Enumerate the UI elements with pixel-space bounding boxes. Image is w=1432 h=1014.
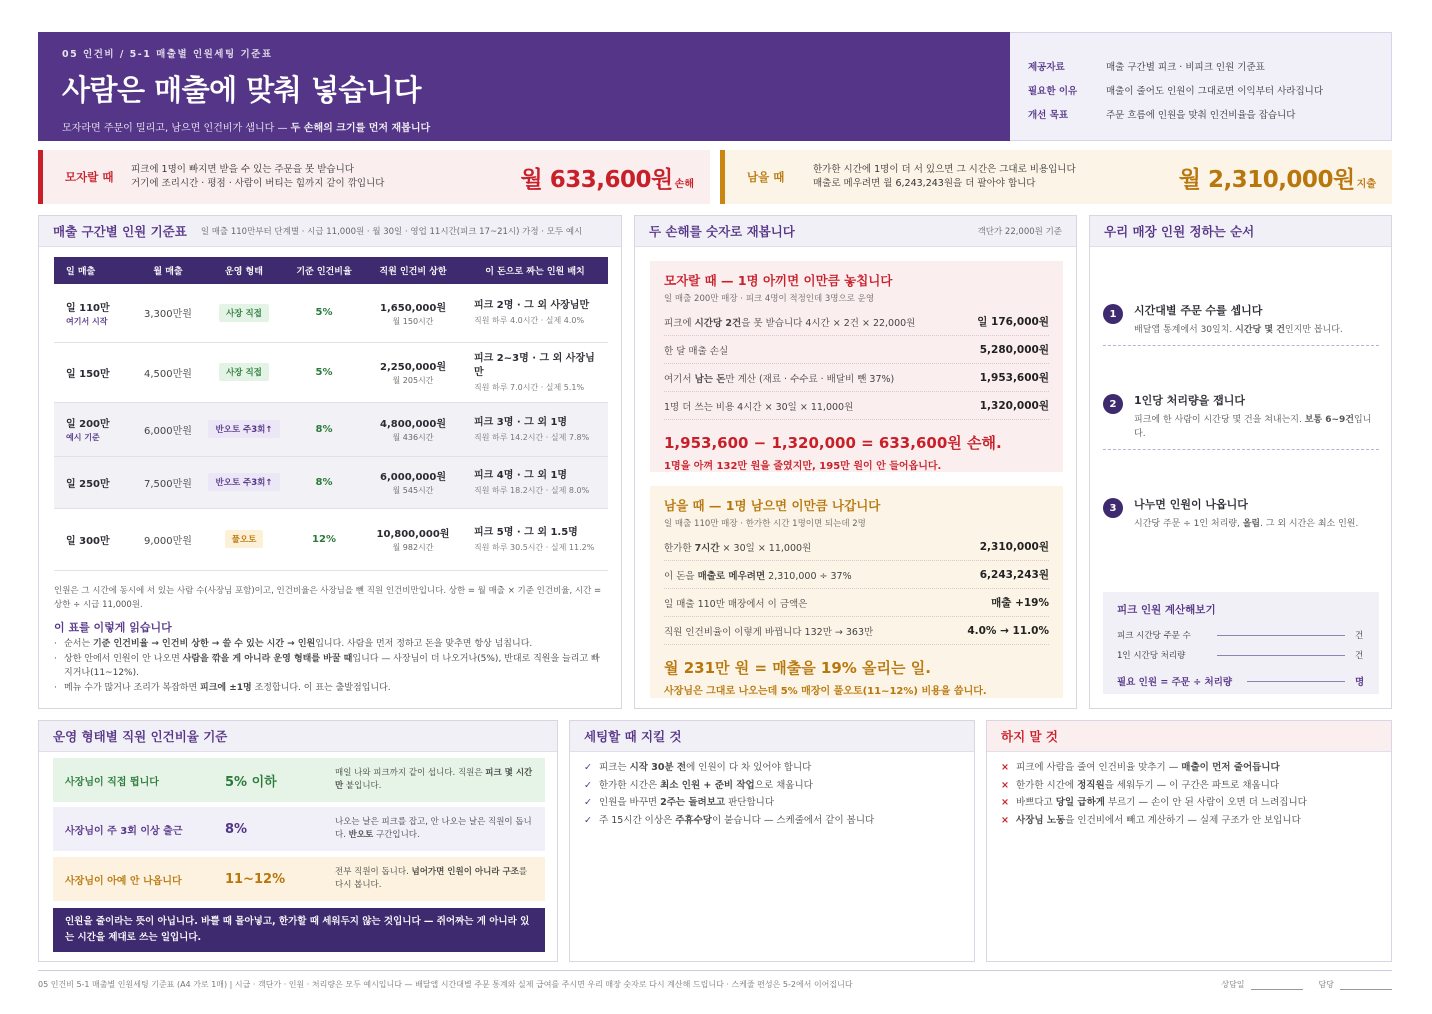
cell-month: 9,000만원 <box>132 508 204 570</box>
calc-row: 1명 더 쓰는 비용 4시간 × 30일 × 11,000원 1,320,000원 <box>664 392 1049 420</box>
cell-placement: 피크 5명 · 그 외 1.5명 직원 하루 30.5시간 · 실제 11.2% <box>462 508 608 570</box>
do-rules-panel <box>569 720 975 962</box>
check-icon: ✓ <box>584 762 592 773</box>
calc-row: 직원 인건비율이 이렇게 바뀝니다 132만 → 363만 4.0% → 11.0% <box>664 617 1049 645</box>
step-title: 1인당 처리량을 잽니다 <box>1134 394 1245 407</box>
page-title: 사람은 매출에 맞춰 넣습니다 <box>62 73 421 107</box>
calc-title: 모자랄 때 — 1명 아끼면 이만큼 놓칩니다 <box>664 273 893 288</box>
panel-title: 운영 형태별 직원 인건비율 기준 <box>53 729 228 744</box>
table-row <box>54 342 608 402</box>
cell-type <box>204 508 284 570</box>
list-item: · 순서는 기준 인건비율 → 인건비 상한 → 쓸 수 있는 시간 → 인원입니다. 사람을 먼저 정하고 돈을 맞추면 항상 넘칩니다. <box>54 637 608 651</box>
list-item: × 바쁘다고 당일 급하게 부르기 — 손이 안 된 사람이 오면 더 느려집니다 <box>1001 794 1307 812</box>
column-header: 기준 인건비율 <box>284 257 364 284</box>
cell-type <box>204 284 284 342</box>
list-item: × 사장님 노동을 인건비에서 빼고 계산하기 — 실제 구조가 안 보입니다 <box>1001 812 1307 830</box>
cell-placement: 피크 4명 · 그 외 1명 직원 하루 18.2시간 · 실제 8.0% <box>462 456 608 508</box>
cell-ratio: 8% <box>284 456 364 508</box>
step-item <box>1103 302 1379 346</box>
cell-month: 6,000만원 <box>132 402 204 456</box>
calculator-row[interactable]: 1인 시간당 처리량 건 <box>1117 651 1364 661</box>
signature-fields[interactable]: 상담일 담당 <box>1205 979 1392 990</box>
steps-panel <box>1089 215 1392 709</box>
overstaff-banner <box>720 150 1392 204</box>
step-desc: 시간당 주문 ÷ 1인 처리량, 올림. 그 외 시간은 최소 인원. <box>1134 519 1359 529</box>
calc-subtitle: 일 매출 200만 매장 · 피크 4명이 적정인데 3명으로 운영 <box>664 294 875 304</box>
cell-type <box>204 402 284 456</box>
write-in-line[interactable] <box>1217 655 1345 656</box>
calc-title: 남을 때 — 1명 남으면 이만큼 나갑니다 <box>664 498 881 513</box>
read-guide-title: 이 표를 이렇게 읽습니다 <box>54 621 172 634</box>
calc-row: 한 달 매출 손실 5,280,000원 <box>664 336 1049 364</box>
info-row: 필요한 이유 매출이 줄어도 인원이 그대로면 이익부터 사라집니다 <box>1028 86 1323 97</box>
footer-text: 05 인건비 5-1 매출별 인원세팅 기준표 (A4 가로 1매) | 시급 · 객단가 · 인원 · 처리량은 모두 예시입니다 — 배달앱 시간대별 주문 통계와 실제 급여를 주시면 우리 매장 숫자로 다시 계산해 드립니다 · 스케줄 편성은 5-2에서 이어집니다 <box>38 980 853 989</box>
step-desc: 배달앱 통계에서 30일치. 시간당 몇 건인지만 봅니다. <box>1134 325 1343 335</box>
overstaff-desc: 한가한 시간에 1명이 더 서 있으면 그 시간은 그대로 비용입니다 매출로 메우려면 월 6,243,243원을 더 팔아야 합니다 <box>813 164 1076 189</box>
list-item: ✓ 인원을 바꾸면 2주는 돌려보고 판단합니다 <box>584 794 874 812</box>
panel-title: 세팅할 때 지킬 것 <box>584 729 682 744</box>
step-number: 3 <box>1103 498 1123 518</box>
shortage-calc-box <box>650 261 1063 472</box>
footer <box>38 970 1392 990</box>
cell-limit: 1,650,000원 월 150시간 <box>364 284 462 342</box>
step-title: 시간대별 주문 수를 셉니다 <box>1134 304 1263 317</box>
type-badge: 반오토 주3회↑ <box>208 420 279 438</box>
cell-limit: 10,800,000원 월 982시간 <box>364 508 462 570</box>
cross-icon: × <box>1001 779 1009 791</box>
cell-limit: 2,250,000원 월 205시간 <box>364 342 462 402</box>
calc-result: 월 231만 원 = 매출을 19% 올리는 일. <box>664 659 931 677</box>
panel-header <box>39 721 557 752</box>
cell-ratio: 5% <box>284 284 364 342</box>
panel-title: 하지 말 것 <box>1001 729 1059 744</box>
cross-icon: × <box>1001 762 1009 773</box>
step-item <box>1103 496 1379 539</box>
column-header: 이 돈으로 짜는 인원 배치 <box>462 257 608 284</box>
cell-sales: 일 150만 <box>54 342 132 402</box>
calculator-total[interactable]: 필요 인원 = 주문 ÷ 처리량 명 <box>1117 677 1365 688</box>
calc-result-sub: 사장님은 그대로 나오는데 5% 매장이 풀오토(11~12%) 비용을 씁니다. <box>664 686 987 697</box>
check-icon: ✓ <box>584 779 592 791</box>
breadcrumb: 05 인건비 / 5-1 매출별 인원세팅 기준표 <box>62 49 273 60</box>
panel-header <box>987 721 1391 752</box>
shortage-tag: 모자랄 때 <box>65 170 114 184</box>
type-badge: 사장 직접 <box>219 363 269 381</box>
list-item: ✓ 한가한 시간은 최소 인원 + 준비 작업으로 채웁니다 <box>584 777 874 795</box>
ops-note: 인원을 줄이라는 뜻이 아닙니다. 바쁠 때 몰아넣고, 한가할 때 세워두지 않는 것입니다 — 쥐어짜는 게 아니라 있는 시간을 제대로 쓰는 일입니다. <box>53 908 545 952</box>
table-row <box>54 402 608 456</box>
panel-title: 두 손해를 숫자로 재봅니다 <box>649 224 795 239</box>
list-item: × 피크에 사람을 줄여 인건비율 맞추기 — 매출이 먼저 줄어듭니다 <box>1001 759 1307 777</box>
panel-note: 객단가 22,000원 기준 <box>977 227 1062 237</box>
write-in-line[interactable] <box>1217 635 1345 636</box>
staffing-table-panel <box>38 215 622 709</box>
step-item <box>1103 392 1379 450</box>
column-header: 직원 인건비 상한 <box>364 257 462 284</box>
ops-row: 사장님이 주 3회 이상 출근 8% 나오는 날은 피크를 잡고, 안 나오는 날은 직원이 돕니다. 반오토 구간입니다. <box>53 807 545 851</box>
list-item: ✓ 주 15시간 이상은 주휴수당이 붙습니다 — 스케줄에서 같이 봅니다 <box>584 812 874 830</box>
step-number: 2 <box>1103 394 1123 414</box>
list-item: · 메뉴 수가 많거나 조리가 복잡하면 피크에 ±1명 조정합니다. 이 표는 출발점입니다. <box>54 681 608 695</box>
cell-type <box>204 342 284 402</box>
calculator-title: 피크 인원 계산해보기 <box>1117 604 1216 616</box>
cell-month: 7,500만원 <box>132 456 204 508</box>
cell-sales: 일 110만 여기서 시작 <box>54 284 132 342</box>
cell-sales: 일 300만 <box>54 508 132 570</box>
cell-ratio: 12% <box>284 508 364 570</box>
table-header-row <box>54 257 608 284</box>
page-subtitle: 모자라면 주문이 밀리고, 남으면 인건비가 샙니다 — 두 손해의 크기를 먼저 재봅니다 <box>62 123 431 134</box>
calc-result: 1,953,600 − 1,320,000 = 633,600원 손해. <box>664 434 1002 452</box>
ops-row: 사장님이 직접 뜁니다 5% 이하 매일 나와 피크까지 같이 섭니다. 직원은 피크 몇 시간만 붙입니다. <box>53 758 545 802</box>
panel-header <box>570 721 974 752</box>
table-row <box>54 456 608 508</box>
calculator-row[interactable]: 피크 시간당 주문 수 건 <box>1117 631 1364 641</box>
staffing-table <box>54 257 608 571</box>
shortage-banner <box>38 150 710 204</box>
cell-type <box>204 456 284 508</box>
calc-result-sub: 1명을 아껴 132만 원을 줄였지만, 195만 원이 안 들어옵니다. <box>664 461 942 472</box>
shortage-amount: 월 633,600원 손해 <box>520 166 694 193</box>
header-banner <box>38 32 1010 141</box>
overstaff-amount: 월 2,310,000원 지출 <box>1178 166 1376 193</box>
ops-row: 사장님이 아예 안 나옵니다 11~12% 전부 직원이 돕니다. 넘어가면 인원이 아니라 구조를 다시 봅니다. <box>53 857 545 901</box>
panel-title: 매출 구간별 인원 기준표 <box>53 224 187 239</box>
panel-header <box>1090 216 1391 247</box>
cross-icon: × <box>1001 797 1009 808</box>
cell-month: 4,500만원 <box>132 342 204 402</box>
type-badge: 반오토 주3회↑ <box>208 473 279 491</box>
overstaff-calc-box <box>650 486 1063 698</box>
list-item: × 한가한 시간에 정직원을 세워두기 — 이 구간은 파트로 채웁니다 <box>1001 777 1307 795</box>
calc-row: 한가한 7시간 × 30일 × 11,000원 2,310,000원 <box>664 533 1049 561</box>
cell-sales: 일 250만 <box>54 456 132 508</box>
cell-limit: 6,000,000원 월 545시간 <box>364 456 462 508</box>
cross-icon: × <box>1001 814 1009 826</box>
step-title: 나누면 인원이 나옵니다 <box>1134 498 1248 511</box>
panel-title: 우리 매장 인원 정하는 순서 <box>1104 224 1255 239</box>
loss-compare-panel <box>634 215 1077 709</box>
cell-placement: 피크 3명 · 그 외 1명 직원 하루 14.2시간 · 실제 7.8% <box>462 402 608 456</box>
dont-list <box>1001 759 1307 829</box>
cell-placement: 피크 2~3명 · 그 외 사장님만 직원 하루 7.0시간 · 실제 5.1% <box>462 342 608 402</box>
list-item: · 상한 안에서 인원이 안 나오면 사람을 깎을 게 아니라 운영 형태를 바꿀 때입니다 — 사장님이 더 나오거나(5%), 반대로 직원을 늘리고 빠지거나(11~12%). <box>54 652 608 680</box>
calc-row: 일 매출 110만 매장에서 이 금액은 매출 +19% <box>664 589 1049 617</box>
do-list <box>584 759 874 829</box>
column-header: 운영 형태 <box>204 257 284 284</box>
list-item: ✓ 피크는 시작 30분 전에 인원이 다 차 있어야 합니다 <box>584 759 874 777</box>
column-header: 월 매출 <box>132 257 204 284</box>
read-guide-list <box>54 637 608 696</box>
step-desc: 피크에 한 사람이 시간당 몇 건을 쳐내는지. 보통 6~9건입니다. <box>1134 415 1372 439</box>
calc-row: 이 돈을 매출로 메우려면 2,310,000 ÷ 37% 6,243,243원 <box>664 561 1049 589</box>
cell-sales: 일 200만 예시 기준 <box>54 402 132 456</box>
type-badge: 사장 직접 <box>219 304 269 322</box>
cell-ratio: 5% <box>284 342 364 402</box>
table-footnote: 인원은 그 시간에 동시에 서 있는 사람 수(사장님 포함)이고, 인건비율은 사장님을 뺀 직원 인건비만입니다. 상한 = 월 매출 × 기준 인건비율, 시간 = 상한 ÷ 시급 11,000원. <box>54 586 602 610</box>
shortage-desc: 피크에 1명이 빠지면 받을 수 있는 주문을 못 받습니다 거기에 조리시간 · 평점 · 사람이 버티는 힘까지 같이 깎입니다 <box>131 164 385 189</box>
panel-header <box>39 216 621 247</box>
column-header: 일 매출 <box>54 257 132 284</box>
check-icon: ✓ <box>584 814 592 826</box>
ops-type-panel <box>38 720 558 962</box>
dont-rules-panel <box>986 720 1392 962</box>
calc-subtitle: 일 매출 110만 매장 · 한가한 시간 1명이면 되는데 2명 <box>664 519 866 529</box>
step-number: 1 <box>1103 304 1123 324</box>
info-row: 개선 목표 주문 흐름에 인원을 맞춰 인건비율을 잡습니다 <box>1028 110 1296 121</box>
info-row: 제공자료 매출 구간별 피크 · 비피크 인원 기준표 <box>1028 62 1265 73</box>
table-row <box>54 284 608 342</box>
cell-limit: 4,800,000원 월 436시간 <box>364 402 462 456</box>
overstaff-tag: 남을 때 <box>747 170 785 184</box>
panel-header <box>635 216 1076 247</box>
write-in-line[interactable] <box>1247 681 1345 682</box>
cell-placement: 피크 2명 · 그 외 사장님만 직원 하루 4.0시간 · 실제 4.0% <box>462 284 608 342</box>
type-badge: 풀오토 <box>225 530 264 548</box>
info-box <box>1010 32 1392 141</box>
table-row <box>54 508 608 570</box>
check-icon: ✓ <box>584 797 592 808</box>
cell-ratio: 8% <box>284 402 364 456</box>
calc-row: 피크에 시간당 2건을 못 받습니다 4시간 × 2건 × 22,000원 일 176,000원 <box>664 308 1049 336</box>
panel-note: 일 매출 110만부터 단계별 · 시급 11,000원 · 월 30일 · 영업 11시간(피크 17~21시) 가정 · 모두 예시 <box>200 227 583 237</box>
peak-calculator <box>1103 592 1379 694</box>
cell-month: 3,300만원 <box>132 284 204 342</box>
calc-row: 여기서 남는 돈만 계산 (재료 · 수수료 · 배달비 뺀 37%) 1,953,600원 <box>664 364 1049 392</box>
